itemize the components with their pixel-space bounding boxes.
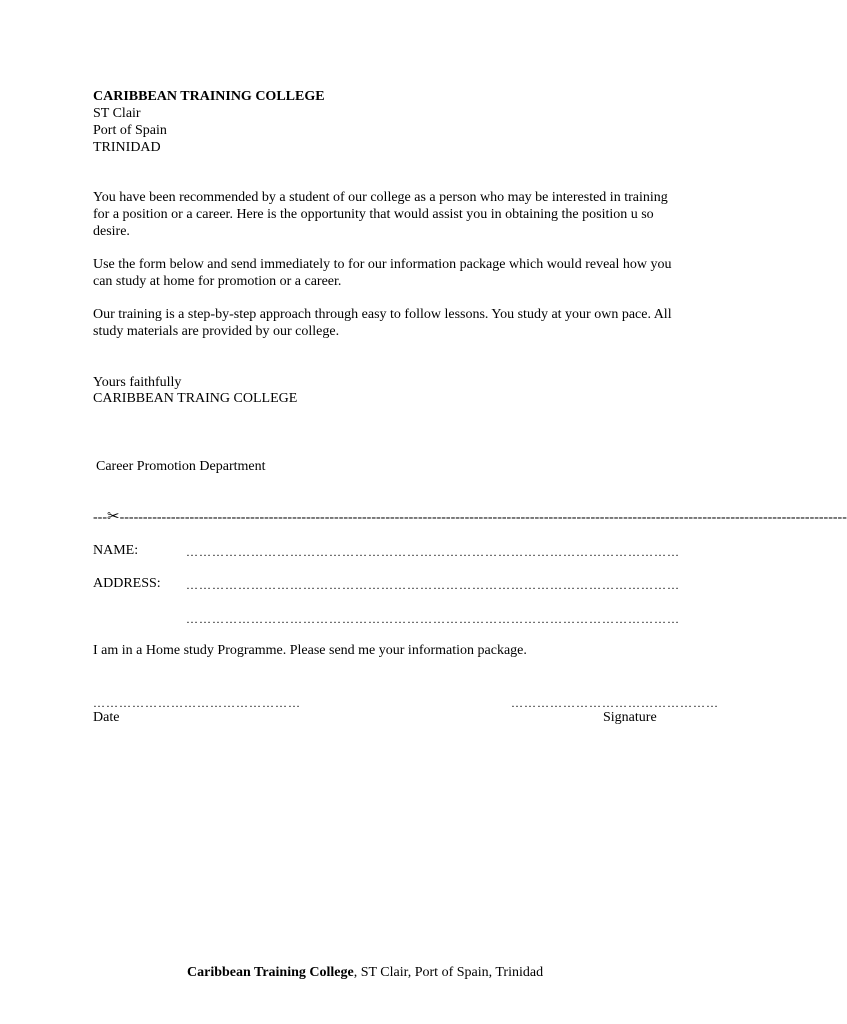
address-field-line1[interactable]: ……………………………………………………………………………………………………	[186, 578, 680, 592]
name-label: NAME:	[93, 543, 139, 558]
request-text: I am in a Home study Programme. Please send me your information package.	[93, 643, 527, 658]
body-paragraph-1: You have been recommended by a student of our college as a person who may be interested in training for a position or a career. Here is the opportunity that would assist you in obtaining the position u so desire.	[93, 190, 668, 239]
footer-college-name: Caribbean Training College	[187, 965, 354, 980]
letterhead-address-line1: ST Clair	[93, 106, 141, 121]
cut-line	[93, 507, 847, 525]
date-label: Date	[93, 710, 120, 725]
address-field-line2[interactable]: ……………………………………………………………………………………………………	[186, 612, 680, 626]
letterhead-college-name: CARIBBEAN TRAINING COLLEGE	[93, 89, 325, 104]
name-field[interactable]: ……………………………………………………………………………………………………	[186, 545, 680, 559]
letterhead-address-line2: Port of Spain	[93, 123, 167, 138]
address-label: ADDRESS:	[93, 576, 161, 591]
signature-field[interactable]: …………………………………………	[511, 696, 719, 710]
closing-department: Career Promotion Department	[96, 459, 266, 474]
cut-line-dashes: ------------------------------------------------------------------------------------------------------------------------------------------------------------	[119, 510, 847, 525]
signature-label: Signature	[603, 710, 657, 725]
date-field[interactable]: …………………………………………	[93, 696, 301, 710]
scissors-icon: ✂	[107, 507, 120, 525]
body-paragraph-2: Use the form below and send immediately to for our information package which would reveal how you can study at home for promotion or a career.	[93, 257, 672, 289]
letterhead-address-line3: TRINIDAD	[93, 140, 161, 155]
closing-signatory: CARIBBEAN TRAING COLLEGE	[93, 391, 298, 406]
closing-salutation: Yours faithfully	[93, 375, 182, 390]
footer-address	[187, 964, 543, 981]
footer-location: , ST Clair, Port of Spain, Trinidad	[353, 965, 544, 980]
body-paragraph-3: Our training is a step-by-step approach through easy to follow lessons. You study at your own pace. All study materials are provided by our college.	[93, 307, 672, 339]
cut-line-prefix: ---	[93, 510, 107, 525]
